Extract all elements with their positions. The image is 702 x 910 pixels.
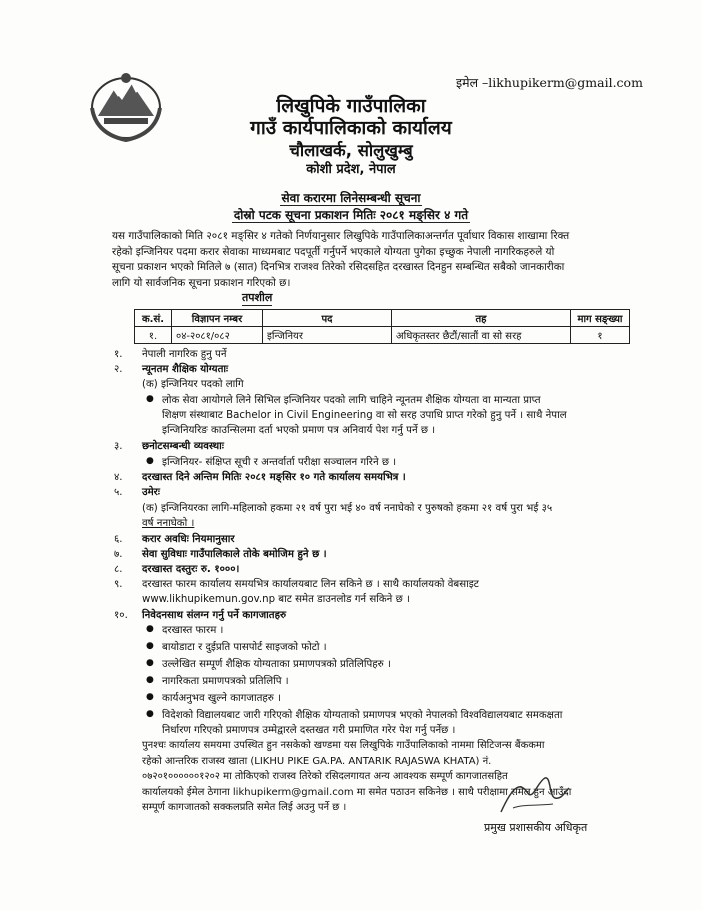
item-number: ४. [114,472,123,483]
notice-title: सेवा करारमा लिनेसम्बन्धी सूचना [281,191,421,205]
bullet-icon: ● [146,675,154,685]
province-name: कोशी प्रदेश, नेपाल [306,162,396,177]
item-number: ६. [114,534,123,545]
bullet-icon: ● [146,624,154,634]
item-text: निवेदनसाथ संलग्न गर्नु पर्ने कागजातहरु [142,610,287,621]
intro-paragraph [112,229,622,291]
intro-line: रहेको इन्जिनियर पदमा करार सेवाका माध्यमबाट पदपूर्ती गर्नुपर्ने भएकाले योग्यता पुगेका इच्छुक नेपाली नागरिकहरुले यो [112,245,555,258]
notice-subtitle: दोस्रो पटक सूचना प्रकाशन मितिः २०८१ मङ्सिर ४ गते [233,208,469,222]
postscript-line: सम्पूर्ण कागजातको सक्कलप्रति समेत लिई अउनु पर्ने छ । [142,802,347,813]
table-header: माग सङ्ख्या [571,310,630,327]
bullet-icon: ● [146,692,154,702]
item-text: न्यूनतम शैक्षिक योग्यताः [142,364,229,375]
list-item: कार्यअनुभव खुल्ने कागजातहरु । [162,693,281,704]
bullet-icon: ● [146,456,154,466]
table-header: पद [263,310,392,327]
item-text: करार अवधिः नियमानुसार [142,534,235,545]
item-text: वर्ष ननाघेको । [142,518,195,529]
intro-line: यस गाउँपालिकाको मिति २०८१ मङ्सिर ४ गतेको निर्णयानुसार लिखुपिके गाउँपालिकाअन्तर्गत पूर्वाधार विकास शाखामा रिक्त [112,230,570,242]
office-location: चौलाखर्क, सोलुखुम्बु [289,141,413,160]
list-item: बायोडाटा र दुईप्रति पासपोर्ट साइजको फोटो । [162,642,327,653]
item-number: १. [114,349,123,360]
item-text: सेवा सुविधाः गाउँपालिकाले तोके बमोजिम हुने छ । [142,549,327,560]
vacancy-table [134,309,630,344]
list-item: नागरिकता प्रमाणपत्रको प्रतिलिपि । [162,676,289,687]
list-item: दरखास्त फारम । [162,625,224,636]
table-header: क.सं. [135,310,172,327]
item-number: १०. [114,610,128,621]
item-text: इन्जिनियर- संक्षिप्त सूची र अन्तर्वार्ता परीक्षा सञ्चालन गरिने छ । [162,457,397,468]
item-number: २. [114,364,123,375]
list-item: निर्धारण गरिएको प्रमाणपत्र उम्मेद्वारले दस्तखत गरी प्रमाणित गरेर पेश गर्नु पर्नेछ । [162,725,456,736]
signature-icon [493,770,573,820]
item-subtext: (क) इन्जिनियर पदको लागि [142,379,244,390]
intro-line: लागि यो सार्वजनिक सूचना प्रकाशन गरिएको छ। [112,276,291,289]
item-text: इन्जिनियरिङ काउन्सिलमा दर्ता भएको प्रमाण पत्र अनिवार्य पेश गर्नु पर्ने छ । [162,425,436,436]
postscript-line: रहेको आन्तरिक राजस्व खाता (LIKHU PIKE GA.PA. ANTARIK RAJASWA KHATA) नं. [142,755,492,767]
bullet-icon: ● [146,658,154,668]
office-name: गाउँ कार्यपालिकाको कार्यालय [250,117,452,139]
bullet-icon: ● [146,641,154,651]
bullet-icon: ● [146,709,154,719]
email-address: इमेल –likhupikerm@gmail.com [456,75,643,90]
item-number: ३. [114,441,123,452]
list-item: उल्लेखित सम्पूर्ण शैक्षिक योग्यताका प्रमाणपत्रको प्रतिलिपिहरु । [162,659,391,670]
table-header: विज्ञापन नम्बर [172,310,263,327]
postscript-line: ०७२०१००००००१२०२ मा तोकिएको राजस्व तिरेको रसिदलगायत अन्य आवश्यक सम्पूर्ण कागजातसहित [142,771,508,782]
item-text: www.likhupikemun.gov.np बाट समेत डाउनलोड गर्न सकिने छ । [142,594,410,605]
item-text: छनोटसम्बन्धी व्यवस्थाः [142,441,224,452]
table-cell: १. [135,327,172,344]
item-text: दरखास्त दिने अन्तिम मितिः २०८१ मङ्सिर १० गते कार्यालय समयभित्र । [142,472,406,483]
table-header-row [135,310,630,327]
table-header: तह [392,310,571,327]
signatory-title: प्रमुख प्रशासकीय अधिकृत [484,821,588,834]
postscript-line: कार्यालयको ईमेल ठेगाना likhupikerm@gmail.com मा समेत पठाउन सकिनेछ । साथै परीक्षामा समेल हुन आउँदा [142,786,572,798]
item-number: ८. [114,564,123,575]
table-row [135,327,630,344]
item-number: ९. [114,579,123,590]
table-cell: १ [571,327,630,344]
item-number: ५. [114,487,123,498]
item-text: नेपाली नागरिक हुनु पर्ने [142,349,227,360]
item-text: लोक सेवा आयोगले लिने सिभिल इन्जिनियर पदको लागि चाहिने न्यूनतम शैक्षिक योग्यता वा मान्यता प्राप्त [162,395,541,406]
item-number: ७. [114,549,123,560]
item-text: (क) इन्जिनियरका लागि-महिलाको हकमा २१ वर्ष पुरा भई ४० वर्ष ननाघेको र पुरुषको हकमा २१ वर्ष पुरा भई ३५ [142,503,553,514]
item-text: दरखास्त दस्तुरः रु. १०००। [142,564,240,575]
postscript-line: पुनश्चः कार्यालय समयमा उपस्थित हुन नसकेको खण्डमा यस लिखुपिके गाउँपालिकाको नाममा सिटिजन्स बैंककमा [142,740,545,751]
bullet-icon: ● [146,394,154,404]
org-name: लिखुपिके गाउँपालिका [276,95,426,117]
list-item: विदेशको विद्यालयबाट जारी गरिएको शैक्षिक योग्यताको प्रमाणपत्र भएको नेपालको विश्वविद्यालयबाट समकक्षता [162,710,563,721]
table-cell: ०४-२०८१/०८२ [172,327,263,344]
table-cell: अधिकृतस्तर छैटौं/सातौं वा सो सरह [392,327,571,344]
item-text: दरखास्त फारम कार्यालय समयभित्र कार्यालयबाट लिन सकिने छ । साथै कार्यालयको वेबसाइट [142,579,479,590]
item-text: उमेरः [142,487,160,498]
item-text: शिक्षण संस्थाबाट Bachelor in Civil Engineering वा सो सरह उपाधि प्राप्त गरेको हुनु पर्ने । साथै नेपाल [162,410,567,421]
intro-line: सूचना प्रकाशन भएको मितिले ७ (सात) दिनभित्र राजश्व तिरेको रसिदसहित दरखास्त दिनहुन सम्बन्धित सबैको जानकारीका [112,261,565,273]
table-cell: इन्जिनियर [263,327,392,344]
details-label: तपशील [242,291,273,304]
